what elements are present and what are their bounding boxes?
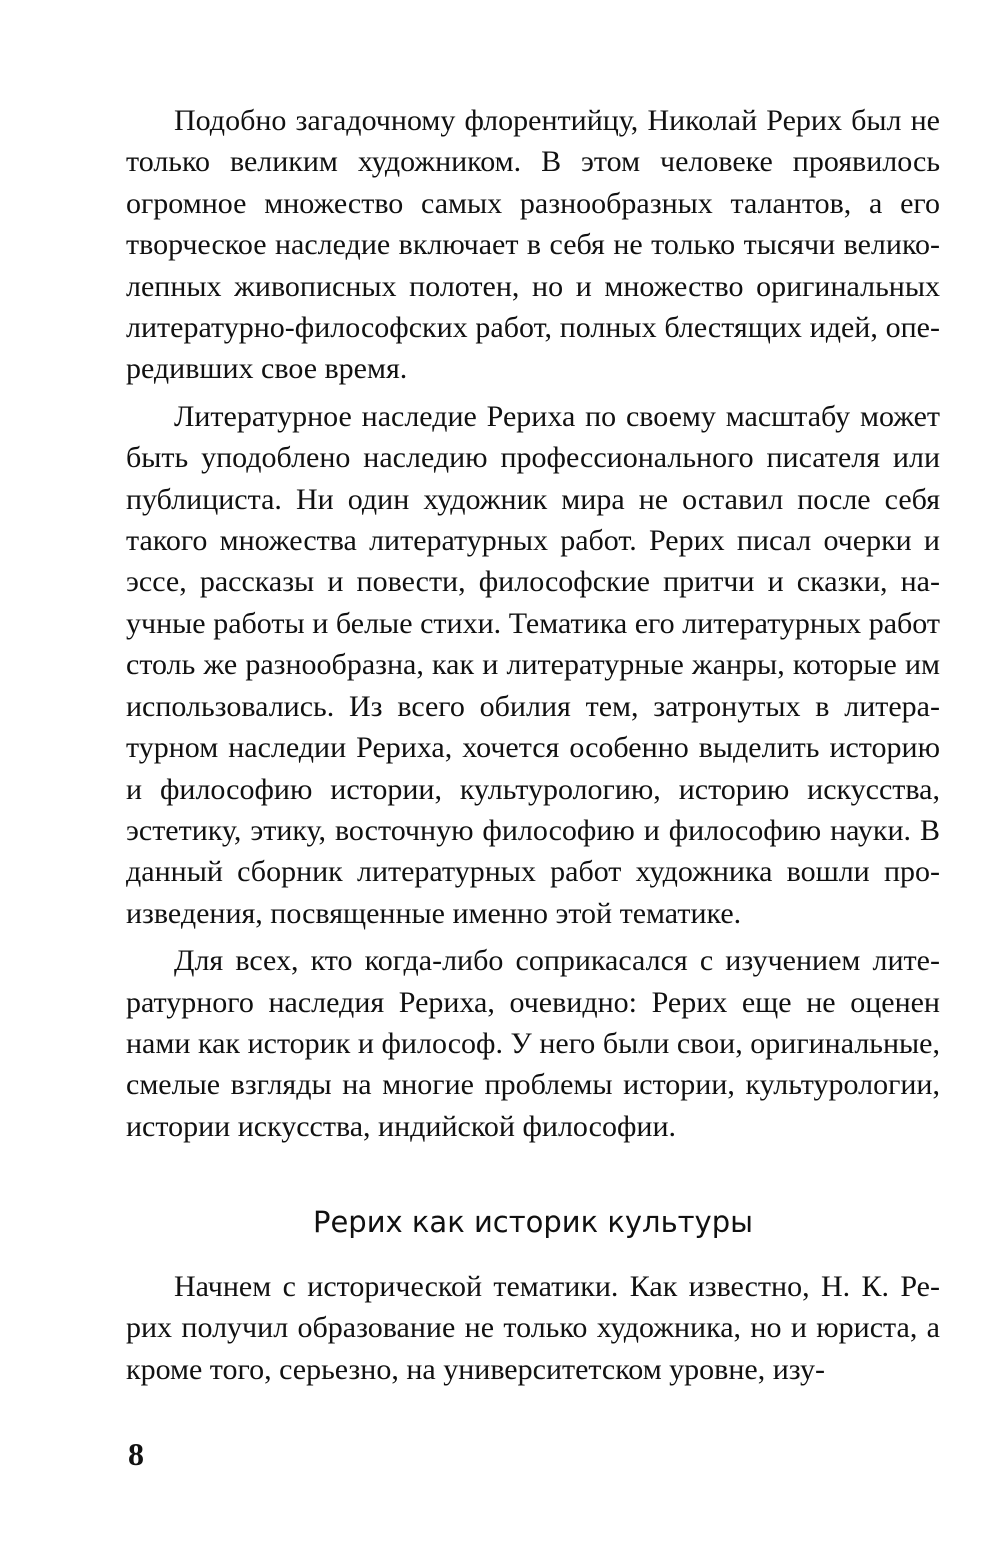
page-number: 8: [128, 1436, 144, 1472]
paragraph-3: Для всех, кто когда-либо соприкасался с изучением литературного наследия Рериха, очевидно: Рерих еще не оценен нами как историк и философ. У него были свои, оригинальные, смелые взгляды на многие проблемы истории, культурологии, истории искусства, индийской философии.: [126, 944, 940, 1143]
body-text: [126, 100, 940, 1153]
paragraph-1: Подобно загадочному флорентийцу, Николай Рерих был не только великим художником. В этом человеке проявилось огромное множество самых разнообразных талантов, а его творческое наследие включает в себя не только тысячи великолепных живописных полотен, но и множество оригинальных литературно-философских работ, полных блестящих идей, опередивших свое время.: [126, 104, 940, 386]
section-body: [126, 1266, 940, 1396]
section-heading: Рерих как историк культуры: [312, 1205, 754, 1239]
paragraph-2: Литературное наследие Рериха по своему масштабу может быть уподоблено наследию профессионального писателя или публициста. Ни один художник мира не оставил после себя такого множества литературных работ. Рерих писал очерки и эссе, рассказы и повести, философские притчи и сказки, научные работы и белые стихи. Тематика его литературных работ столь же разнообразна, как и литературные жанры, которые им использовались. Из всего обилия тем, затронутых в литературном наследии Рериха, хочется особенно выделить историю и философию истории, культурологию, историю искусства, эстетику, этику, восточную философию и философию науки. В данный сборник литературных работ художника вошли произведения, посвященные именно этой тематике.: [126, 399, 940, 930]
section-paragraph: Начнем с исторической тематики. Как известно, Н. К. Рерих получил образование не только художника, но и юриста, а кроме того, серьезно, на университетском уровне, изу-: [126, 1270, 940, 1386]
